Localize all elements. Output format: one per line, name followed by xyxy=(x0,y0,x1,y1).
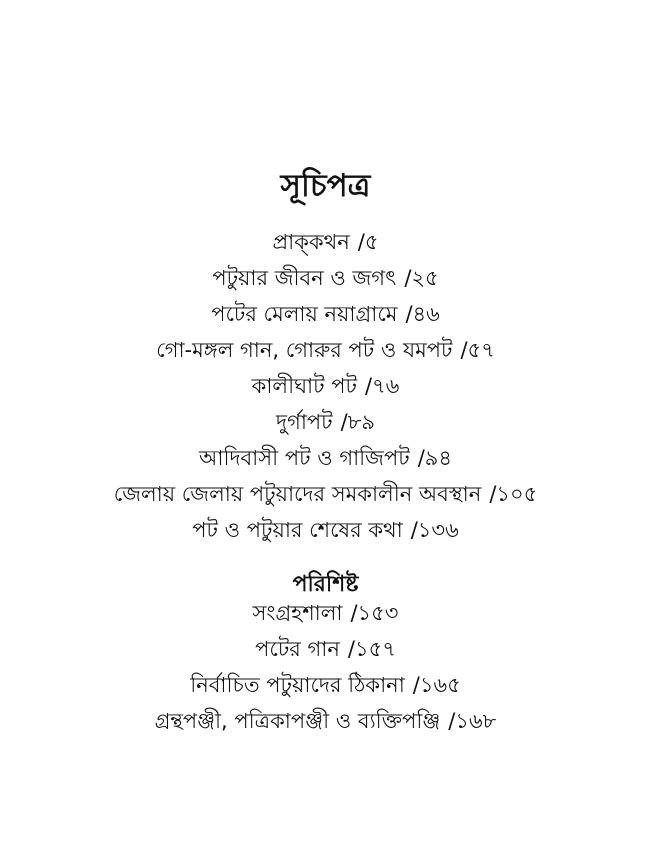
entry-title: জেলায় জেলায় পটুয়াদের সমকালীন অবস্থান xyxy=(113,482,482,506)
page-title: সূচিপত্র xyxy=(280,168,371,204)
entry-page: /১৬৮ xyxy=(448,709,497,733)
entry-page: /৫ xyxy=(357,230,379,254)
contents-entry xyxy=(0,368,651,404)
contents-entry xyxy=(0,476,651,512)
contents-entry xyxy=(0,332,651,368)
contents-entry xyxy=(0,512,651,548)
entry-title: দুর্গাপট xyxy=(276,410,333,434)
entry-page: /৭৬ xyxy=(364,374,400,398)
entry-title: পটের মেলায় নয়াগ্রামে xyxy=(211,302,398,326)
entry-title: নির্বাচিত পটুয়াদের ঠিকানা xyxy=(190,673,405,697)
entry-page: /১৩৬ xyxy=(410,518,459,542)
entry-title: প্রাক্‌কথন xyxy=(272,230,350,254)
entry-page: /১৫৭ xyxy=(347,637,396,661)
appendix-list xyxy=(0,595,651,739)
contents-entry xyxy=(0,440,651,476)
contents-list xyxy=(0,224,651,548)
entry-title: পটুয়ার জীবন ও জগৎ xyxy=(212,266,397,290)
entry-title: সংগ্রহশালা xyxy=(252,601,343,625)
entry-title: গো-মঙ্গল গান, গোরুর পট ও যমপট xyxy=(156,338,453,362)
contents-entry xyxy=(0,260,651,296)
contents-entry xyxy=(0,224,651,260)
entry-page: /৪৬ xyxy=(405,302,440,326)
entry-page: /৮৯ xyxy=(340,410,375,434)
entry-page: /২৫ xyxy=(404,266,439,290)
appendix-entry xyxy=(0,595,651,631)
entry-title: পটের গান xyxy=(255,637,340,661)
entry-title: গ্রন্থপঞ্জী, পত্রিকাপঞ্জী ও ব্যক্তিপঞ্জি xyxy=(154,709,441,733)
appendix-entry xyxy=(0,703,651,739)
appendix-entry xyxy=(0,631,651,667)
entry-page: /১৫৩ xyxy=(350,601,399,625)
contents-entry xyxy=(0,404,651,440)
entry-page: /৫৭ xyxy=(460,338,495,362)
appendix-heading: পরিশিষ্ট xyxy=(292,572,359,597)
entry-page: /৯৪ xyxy=(417,446,453,470)
entry-title: আদিবাসী পট ও গাজিপট xyxy=(198,446,410,470)
entry-title: পট ও পটুয়ার শেষের কথা xyxy=(192,518,403,542)
entry-page: /১৬৫ xyxy=(412,673,461,697)
entry-page: /১০৫ xyxy=(489,482,538,506)
contents-entry xyxy=(0,296,651,332)
entry-title: কালীঘাট পট xyxy=(251,374,357,398)
appendix-entry xyxy=(0,667,651,703)
